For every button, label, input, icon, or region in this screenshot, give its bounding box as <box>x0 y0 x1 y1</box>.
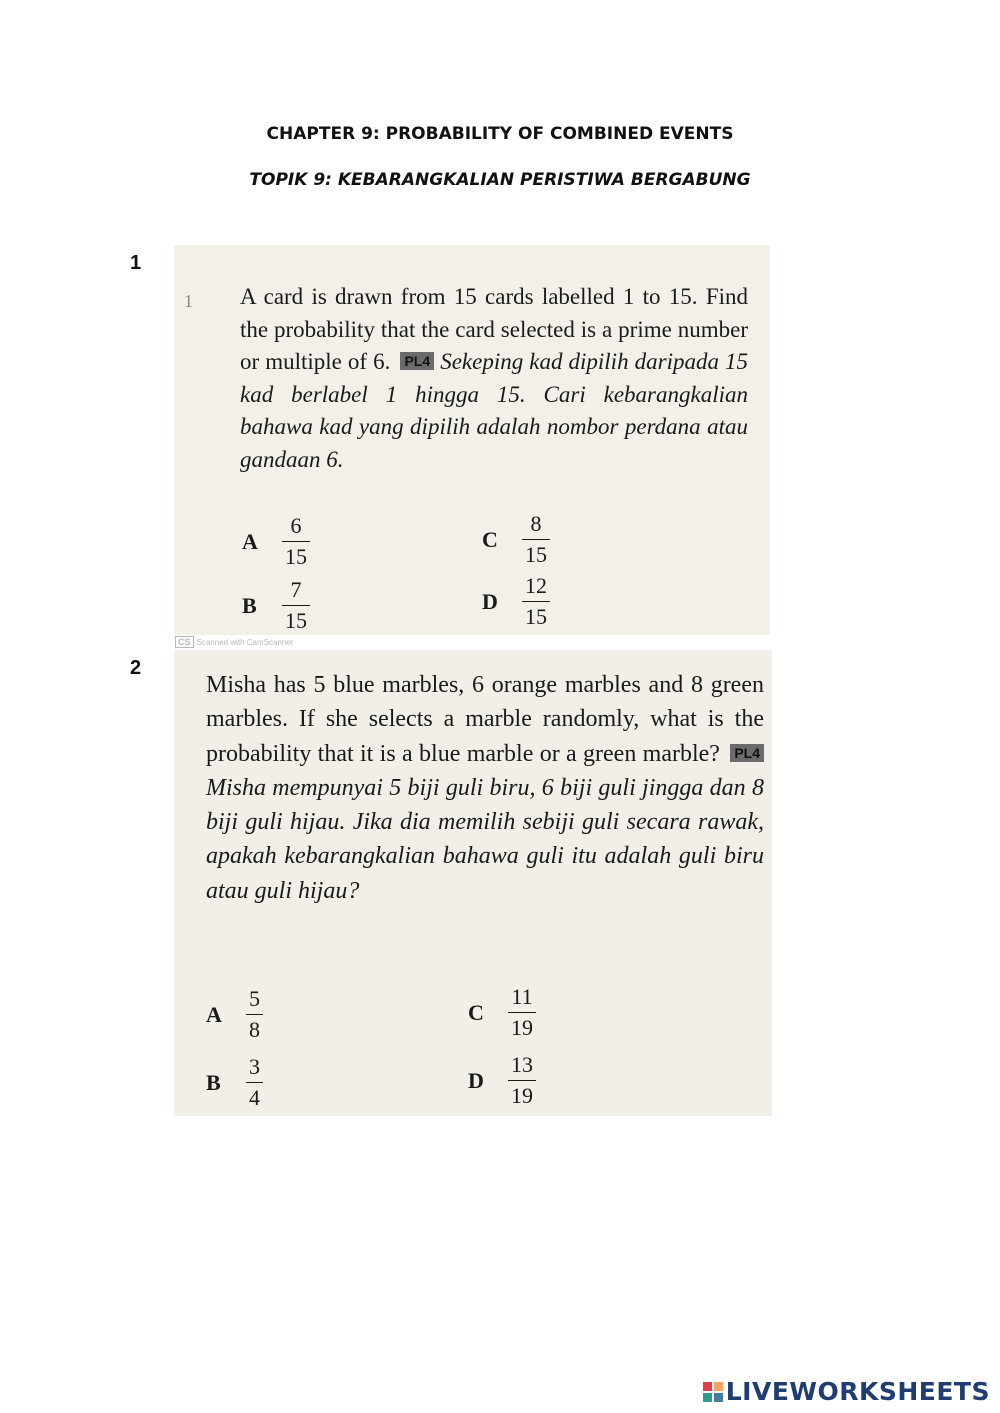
option-c[interactable] <box>482 511 550 568</box>
option-letter: B <box>242 592 257 618</box>
option-d[interactable] <box>482 573 550 630</box>
question-number-2: 2 <box>130 657 142 679</box>
question-number-1: 1 <box>130 252 142 274</box>
option-a[interactable] <box>206 986 263 1043</box>
option-fraction: $\frac{12}{15}$ <box>522 573 550 630</box>
option-a[interactable] <box>242 513 310 570</box>
option-letter: B <box>206 1069 221 1095</box>
option-fraction: $\frac{5}{8}$ <box>246 986 263 1043</box>
option-b[interactable] <box>242 577 310 634</box>
option-fraction: $\frac{8}{15}$ <box>522 511 550 568</box>
question-1-english: A card is drawn from 15 cards labelled 1 to 15. Find the probability that the card selected is a prime number or multiple of 6. <box>240 284 748 374</box>
option-fraction: $\frac{7}{15}$ <box>282 577 310 634</box>
liveworksheets-logo-icon <box>703 1382 723 1402</box>
option-d[interactable] <box>468 1052 536 1109</box>
question-1-text <box>240 281 748 476</box>
level-badge: PL4 <box>400 352 434 370</box>
option-fraction: $\frac{13}{19}$ <box>508 1052 536 1109</box>
liveworksheets-brand[interactable] <box>703 1377 990 1406</box>
brand-name: LIVEWORKSHEETS <box>725 1377 990 1406</box>
option-c[interactable] <box>468 984 536 1041</box>
option-letter: A <box>206 1001 222 1027</box>
option-b[interactable] <box>206 1054 263 1111</box>
scanner-watermark: CS Scanned with CamScanner <box>175 636 293 648</box>
option-fraction: $\frac{11}{19}$ <box>508 984 536 1041</box>
option-letter: C <box>482 526 498 552</box>
option-letter: D <box>468 1067 484 1093</box>
option-fraction: $\frac{6}{15}$ <box>282 513 310 570</box>
option-letter: A <box>242 528 258 554</box>
question-2-text <box>206 668 764 908</box>
page-title: CHAPTER 9: PROBABILITY OF COMBINED EVENTS <box>266 124 734 144</box>
inner-question-number: 1 <box>184 291 193 311</box>
question-2-scan <box>174 650 772 1116</box>
option-fraction: $\frac{3}{4}$ <box>246 1054 263 1111</box>
question-1-malay: Sekeping kad dipilih daripada 15 kad berlabel 1 hingga 15. Cari kebarangkalian bahawa kad yang dipilih adalah nombor perdana atau gandaan 6. <box>240 349 749 472</box>
option-letter: D <box>482 588 498 614</box>
page-subtitle: TOPIK 9: KEBARANGKALIAN PERISTIWA BERGABUNG <box>249 170 751 190</box>
level-badge: PL4 <box>730 744 764 762</box>
option-letter: C <box>468 999 484 1025</box>
question-1-scan <box>174 245 770 635</box>
question-2-english: Misha has 5 blue marbles, 6 orange marbles and 8 green marbles. If she selects a marble randomly, what is the probability that it is a blue marble or a green marble? <box>206 672 764 767</box>
question-2-malay: Misha mempunyai 5 biji guli biru, 6 biji guli jingga dan 8 biji guli hijau. Jika dia memilih sebiji guli secara rawak, apakah kebarangkalian bahawa guli itu adalah guli biru atau guli hijau? <box>206 774 764 904</box>
